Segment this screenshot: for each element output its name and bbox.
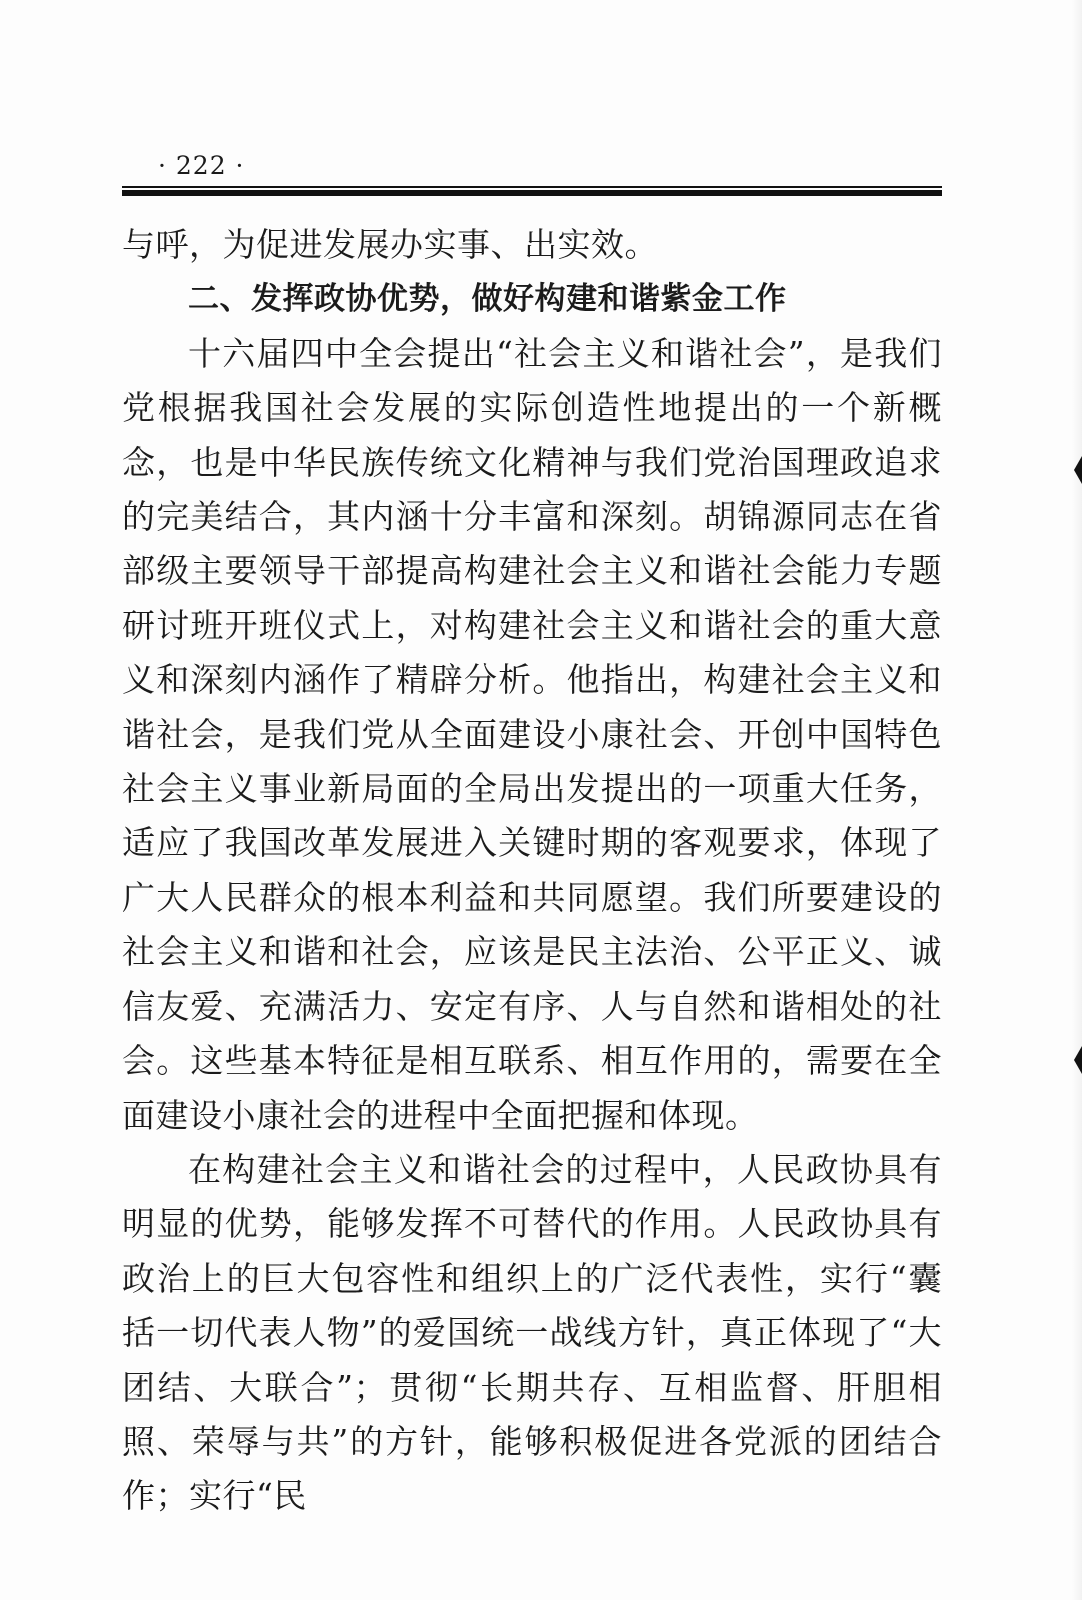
header-rule-thin bbox=[122, 186, 942, 188]
section-heading: 二、发挥政协优势，做好构建和谐紫金工作 bbox=[188, 281, 787, 318]
continuation-text: 与呼，为促进发展办实事、出实效。 bbox=[122, 225, 658, 264]
paragraph: 十六届四中全会提出“社会主义和谐社会”，是我们党根据我国社会发展的实际创造性地提出的一个新概念，也是中华民族传统文化精神与我们党治国理政追求的完美结合，其内涵十分丰富和深刻。胡锦源同志在省部级主要领导干部提高构建社会主义和谐社会能力专题研讨班开班仪式上，对构建社会主义和谐社会的重大意义和深刻内涵作了精辟分析。他指出，构建社会主义和谐社会，是我们党从全面建设小康社会、开创中国特色社会主义事业新局面的全局出发提出的一项重大任务，适应了我国改革发展进入关键时期的客观要求，体现了广大人民群众的根本利益和共同愿望。我们所要建设的社会主义和谐和社会，应该是民主法治、公平正义、诚信友爱、充满活力、安定有序、人与自然和谐相处的社会。这些基本特征是相互联系、相互作用的，需要在全面建设小康社会的进程中全面把握和体现。 bbox=[122, 333, 942, 1135]
page-number: · 222 · bbox=[158, 151, 245, 180]
header-rule-thick bbox=[122, 190, 942, 196]
paragraph: 在构建社会主义和谐社会的过程中，人民政协具有明显的优势，能够发挥不可替代的作用。人民政协具有政治上的巨大包容性和组织上的广泛代表性，实行“囊括一切代表人物”的爱国统一战线方针，真正体现了“大团结、大联合”；贯彻“长期共存、互相监督、肝胆相照、荣辱与共”的方针，能够积极促进各党派的团结合作；实行“民 bbox=[122, 1149, 942, 1516]
page-header bbox=[122, 150, 942, 184]
scan-edge-shadow bbox=[1072, 0, 1082, 1600]
page-body bbox=[122, 218, 942, 1524]
